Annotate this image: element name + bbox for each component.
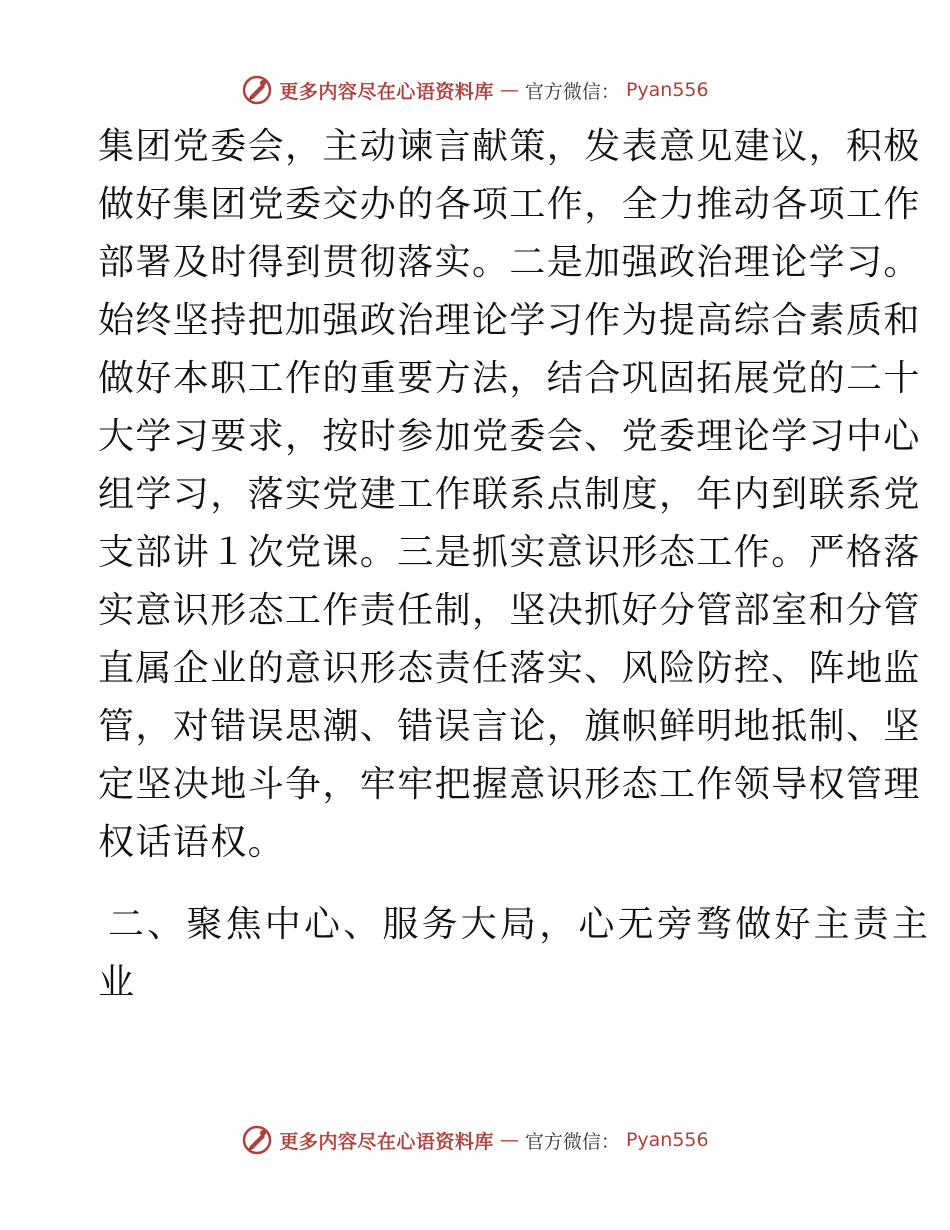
paragraph-line: 直属企业的意识形态责任落实、风险防控、阵地监 [98,648,921,689]
watermark-dash: — [499,79,519,101]
paragraph-line: 权话语权。 [98,822,286,863]
footer-watermark [0,1124,950,1156]
paragraph-line: 集团党委会，主动谏言献策，发表意见建议，积极 [98,126,921,167]
paragraph-line: 做好本职工作的重要方法，结合巩固拓展党的二十 [98,358,921,399]
watermark-brand-text: 更多内容尽在心语资料库 [279,1130,494,1153]
watermark-dash: — [499,1129,519,1151]
paragraph-line: 管，对错误思潮、错误言论，旗帜鲜明地抵制、坚 [98,706,921,747]
body-paragraph [98,118,921,872]
paragraph-line: 部署及时得到贯彻落实。二是加强政治理论学习。 [98,242,921,283]
watermark-official-label: 官方微信： [524,1130,620,1153]
section-heading [98,896,932,1012]
paragraph-line: 始终坚持把加强政治理论学习作为提高综合素质和 [98,300,921,341]
paragraph-line: 支部讲１次党课。三是抓实意识形态工作。严格落 [98,532,921,573]
section-heading-line: 业 [98,962,136,1003]
paragraph-line: 做好集团党委交办的各项工作，全力推动各项工作 [98,184,921,225]
header-watermark [0,74,950,106]
watermark-wechat-id: Pyan556 [625,1129,709,1151]
section-heading-line: 二、聚焦中心、服务大局，心无旁骛做好主责主 [108,904,932,945]
watermark-brand-text: 更多内容尽在心语资料库 [279,80,494,103]
paragraph-line: 定坚决地斗争，牢牢把握意识形态工作领导权管理 [98,764,921,805]
paragraph-line: 实意识形态工作责任制，坚决抓好分管部室和分管 [98,590,921,631]
paragraph-line: 组学习，落实党建工作联系点制度，年内到联系党 [98,474,921,515]
pen-emblem-icon [241,1124,273,1156]
paragraph-line: 大学习要求，按时参加党委会、党委理论学习中心 [98,416,921,457]
pen-emblem-icon [241,74,273,106]
watermark-official-label: 官方微信： [524,80,620,103]
watermark-wechat-id: Pyan556 [625,79,709,101]
